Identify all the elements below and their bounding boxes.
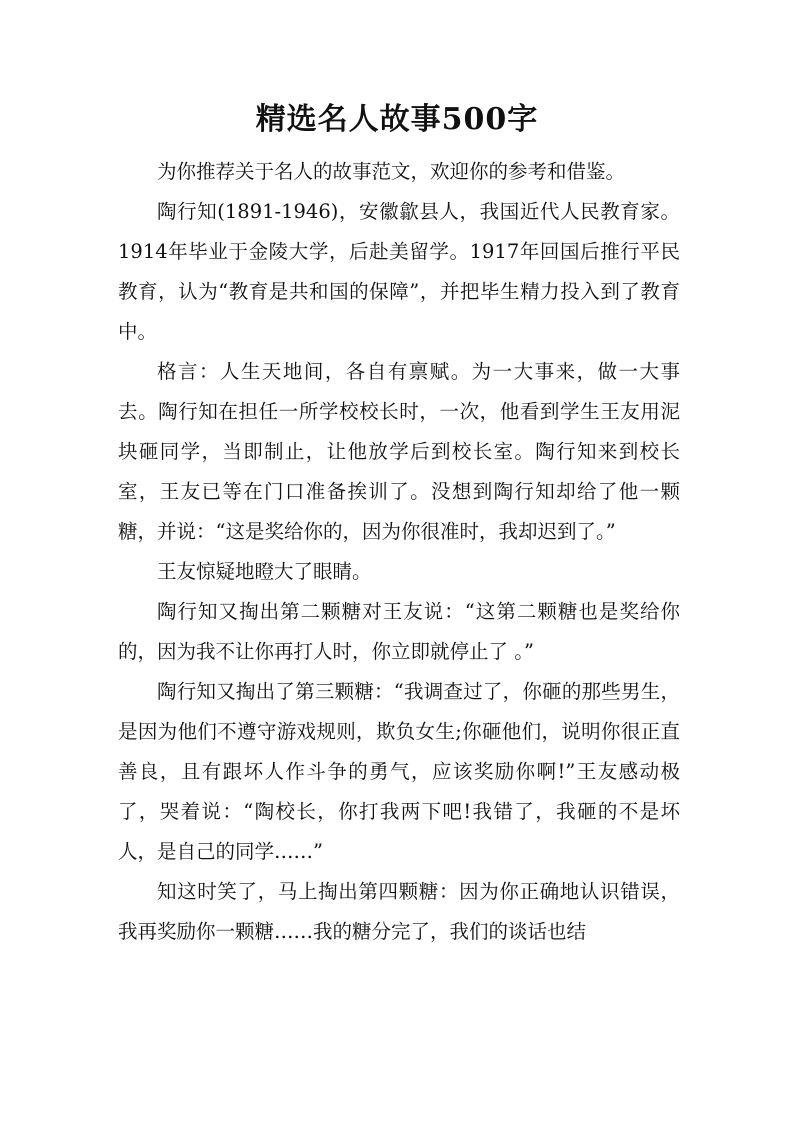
- paragraph-biography: 陶行知(1891-1946)，安徽歙县人，我国近代人民教育家。1914年毕业于金陵大学，后赴美留学。1917年回国后推行平民教育，认为“教育是共和国的保障”，并把毕生精力投入到了教育中。: [118, 200, 680, 343]
- paragraph-third-candy: 陶行知又掏出了第三颗糖：“我调查过了，你砸的那些男生，是因为他们不遵守游戏规则，欺负女生;你砸他们，说明你很正直善良，且有跟坏人作斗争的勇气，应该奖励你啊!”王友感动极了，哭着说：“陶校长，你打我两下吧!我错了，我砸的不是坏人，是自己的同学……”: [118, 680, 680, 863]
- paragraph-second-candy: 陶行知又掏出第二颗糖对王友说：“这第二颗糖也是奖给你的，因为我不让你再打人时，你立即就停止了 。”: [118, 600, 680, 663]
- paragraph-intro: 为你推荐关于名人的故事范文，欢迎你的参考和借鉴。: [157, 160, 626, 183]
- paragraph-reaction: 王友惊疑地瞪大了眼睛。: [157, 560, 372, 583]
- paragraph-fourth-candy: 知这时笑了，马上掏出第四颗糖：因为你正确地认识错误，我再奖励你一颗糖……我的糖分完了，我们的谈话也结: [118, 880, 680, 943]
- document-title: 精选名人故事500字: [255, 102, 539, 137]
- document-body: [118, 152, 680, 952]
- paragraph-motto-story: 格言：人生天地间，各自有禀赋。为一大事来，做一大事去。陶行知在担任一所学校校长时，一次，他看到学生王友用泥块砸同学，当即制止，让他放学后到校长室。陶行知来到校长室，王友已等在门口准备挨训了。没想到陶行知却给了他一颗糖，并说：“这是奖给你的，因为你很准时，我却迟到了。”: [118, 360, 680, 543]
